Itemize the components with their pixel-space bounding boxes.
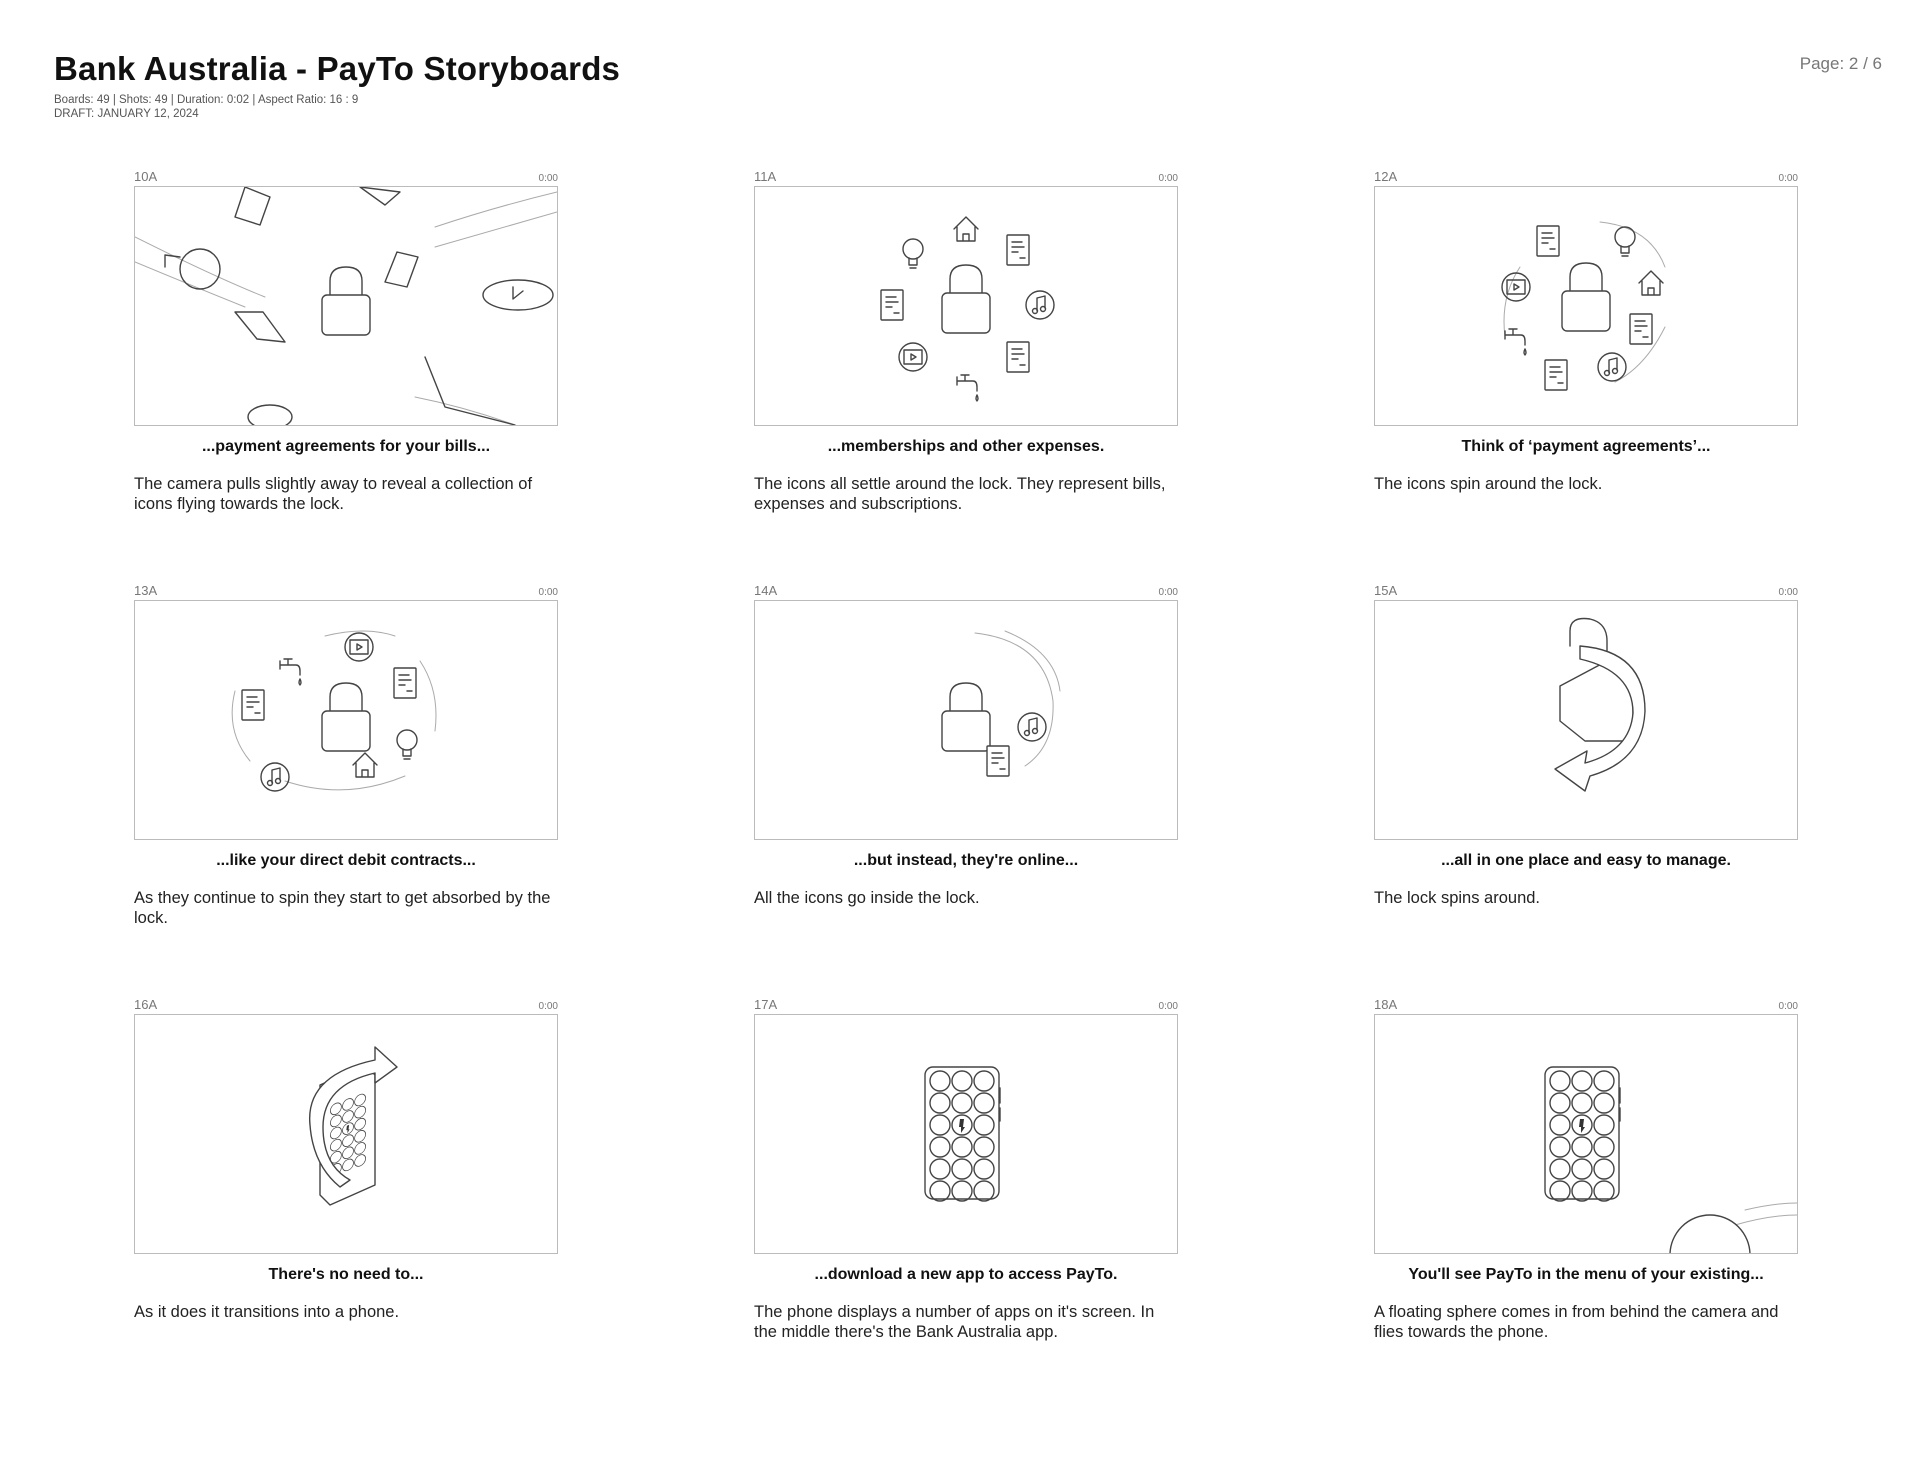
- dialogue-line: ...download a new app to access PayTo.: [814, 1266, 1118, 1283]
- board-stats: Boards: 49 | Shots: 49 | Duration: 0:02 | Aspect Ratio: 16 : 9: [54, 94, 359, 106]
- action-description: As they continue to spin they start to get absorbed by the lock.: [134, 889, 551, 927]
- shot-id: 18A: [1374, 997, 1398, 1012]
- draft-date: DRAFT: JANUARY 12, 2024: [54, 108, 199, 120]
- page-number: Page: 2 / 6: [1799, 54, 1882, 73]
- storyboard-panel: [1374, 582, 1798, 908]
- storyboard-panel: [1374, 168, 1798, 494]
- action-description: As it does it transitions into a phone.: [134, 1303, 400, 1321]
- sketch-frame: [754, 186, 1178, 426]
- action-description: All the icons go inside the lock.: [754, 889, 980, 907]
- shot-id: 17A: [754, 997, 778, 1012]
- action-description: The phone displays a number of apps on it's screen. In the middle there's the Bank Australia app.: [754, 1303, 1155, 1341]
- sketch-frame: [134, 1014, 558, 1254]
- shot-id: 15A: [1374, 583, 1398, 598]
- storyboard-panel: [134, 168, 558, 514]
- dialogue-line: ...memberships and other expenses.: [827, 438, 1105, 455]
- sketch-frame: [134, 600, 558, 840]
- shot-duration: 0:00: [1778, 587, 1798, 598]
- storyboard-panel: [134, 582, 558, 928]
- shot-duration: 0:00: [1158, 173, 1178, 184]
- sketch-frame: [1374, 600, 1798, 840]
- action-description: The icons spin around the lock.: [1374, 475, 1603, 493]
- storyboard-panel: [754, 168, 1178, 514]
- action-description: The camera pulls slightly away to reveal a collection of icons flying towards the lock.: [134, 475, 533, 513]
- storyboard-panel: [134, 996, 558, 1322]
- dialogue-line: There's no need to...: [268, 1266, 424, 1283]
- shot-id: 16A: [134, 997, 158, 1012]
- sketch-frame: [1374, 186, 1798, 426]
- shot-duration: 0:00: [1158, 587, 1178, 598]
- sketch-frame: [1374, 1014, 1798, 1254]
- storyboard-panel: [754, 582, 1178, 908]
- shot-duration: 0:00: [1778, 1001, 1798, 1012]
- shot-duration: 0:00: [538, 173, 558, 184]
- shot-duration: 0:00: [1778, 173, 1798, 184]
- dialogue-line: ...payment agreements for your bills...: [201, 438, 491, 455]
- dialogue-line: ...but instead, they're online...: [853, 852, 1079, 869]
- sketch-frame: [754, 1014, 1178, 1254]
- dialogue-line: ...like your direct debit contracts...: [216, 852, 476, 869]
- shot-duration: 0:00: [538, 1001, 558, 1012]
- dialogue-line: Think of ‘payment agreements’...: [1461, 438, 1711, 455]
- shot-id: 11A: [754, 169, 777, 184]
- dialogue-line: You'll see PayTo in the menu of your existing...: [1408, 1266, 1764, 1283]
- action-description: A floating sphere comes in from behind the camera and flies towards the phone.: [1374, 1303, 1779, 1341]
- sketch-frame: [134, 186, 558, 426]
- storyboard-panel: [754, 996, 1178, 1342]
- dialogue-line: ...all in one place and easy to manage.: [1441, 852, 1731, 869]
- sketch-frame: [754, 600, 1178, 840]
- shot-id: 10A: [134, 169, 158, 184]
- document-meta: [54, 93, 358, 121]
- shot-id: 14A: [754, 583, 778, 598]
- shot-id: 12A: [1374, 169, 1398, 184]
- storyboard-panel: [1374, 996, 1798, 1342]
- shot-id: 13A: [134, 583, 158, 598]
- shot-duration: 0:00: [1158, 1001, 1178, 1012]
- action-description: The icons all settle around the lock. They represent bills, expenses and subscriptions.: [754, 475, 1166, 513]
- shot-duration: 0:00: [538, 587, 558, 598]
- action-description: The lock spins around.: [1374, 889, 1541, 907]
- document-title: Bank Australia - PayTo Storyboards: [54, 50, 621, 87]
